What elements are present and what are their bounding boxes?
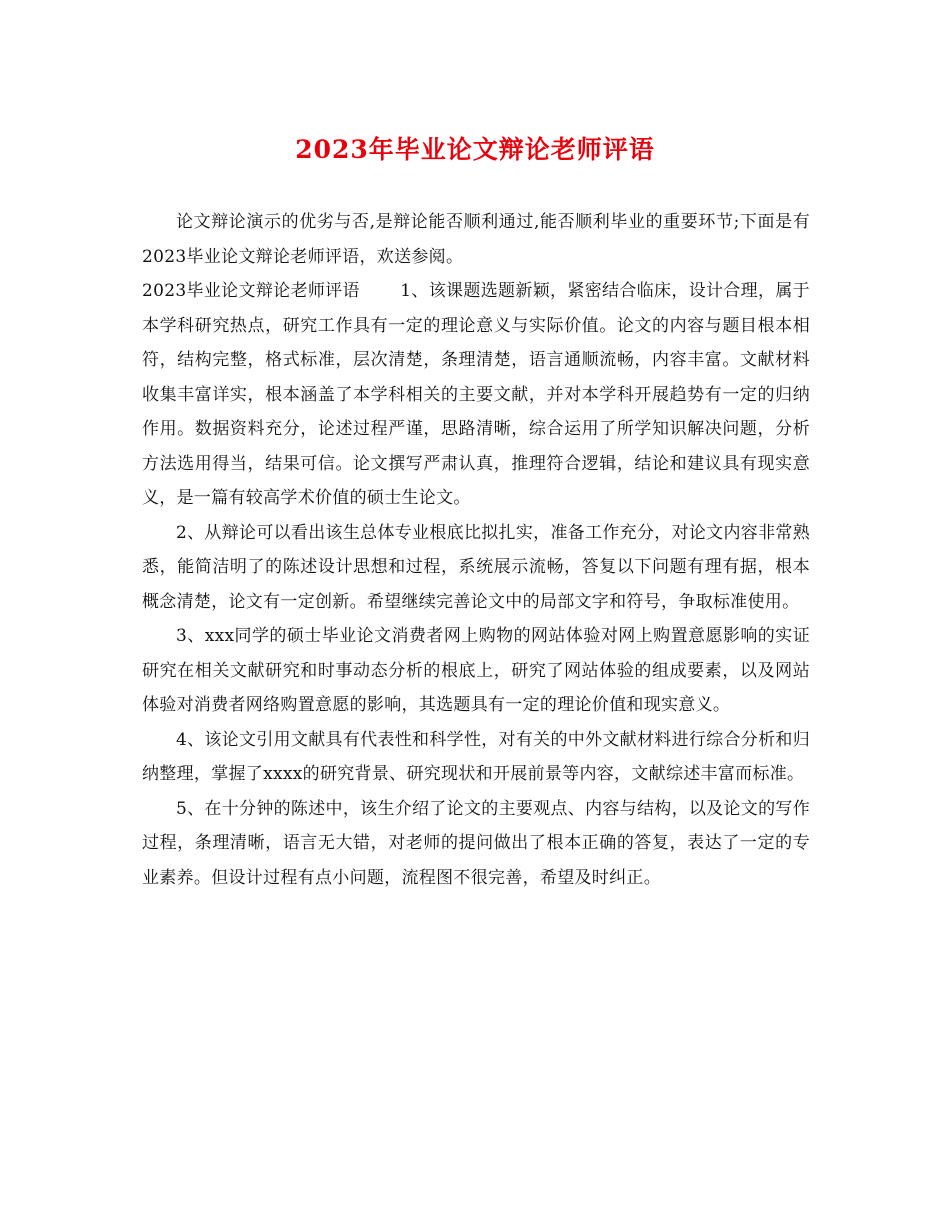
intro-paragraph: 论文辩论演示的优劣与否,是辩论能否顺利通过,能否顺利毕业的重要环节;下面是有2023毕业论文辩论老师评语，欢送参阅。 — [142, 212, 810, 267]
comment-paragraph-3: 3、xxx同学的硕士毕业论文消费者网上购物的网站体验对网上购置意愿影响的实证研究在相关文献研究和时事动态分析的根底上，研究了网站体验的组成要素，以及网站体验对消费者网络购置意愿的影响，其选题具有一定的理论价值和现实意义。 — [142, 626, 810, 715]
document-title: 2023年毕业论文辩论老师评语 — [295, 135, 655, 164]
document-body — [142, 205, 810, 895]
comment-paragraph-5: 5、在十分钟的陈述中，该生介绍了论文的主要观点、内容与结构，以及论文的写作过程，条理清晰，语言无大错，对老师的提问做出了根本正确的答复，表达了一定的专业素养。但设计过程有点小问题，流程图不很完善，希望及时纠正。 — [142, 798, 810, 888]
comment-paragraph-2: 2、从辩论可以看出该生总体专业根底比拟扎实，准备工作充分，对论文内容非常熟悉，能简洁明了的陈述设计思想和过程，系统展示流畅，答复以下问题有理有据，根本概念清楚，论文有一定创新。希望继续完善论文中的局部文字和符号，争取标准使用。 — [142, 522, 810, 612]
comment-paragraph-1: 2023毕业论文辩论老师评语 1、该课题选题新颖，紧密结合临床，设计合理，属于本学科研究热点，研究工作具有一定的理论意义与实际价值。论文的内容与题目根本相符，结构完整，格式标准，层次清楚，条理清楚，语言通顺流畅，内容丰富。文献材料收集丰富详实，根本涵盖了本学科相关的主要文献，并对本学科开展趋势有一定的归纳作用。数据资料充分，论述过程严谨，思路清晰，综合运用了所学知识解决问题，分析方法选用得当，结果可信。论文撰写严肃认真，推理符合逻辑，结论和建议具有现实意义，是一篇有较高学术价值的硕士生论文。 — [142, 281, 810, 508]
comment-paragraph-4: 4、该论文引用文献具有代表性和科学性，对有关的中外文献材料进行综合分析和归纳整理，掌握了xxxx的研究背景、研究现状和开展前景等内容，文献综述丰富而标准。 — [142, 729, 810, 784]
